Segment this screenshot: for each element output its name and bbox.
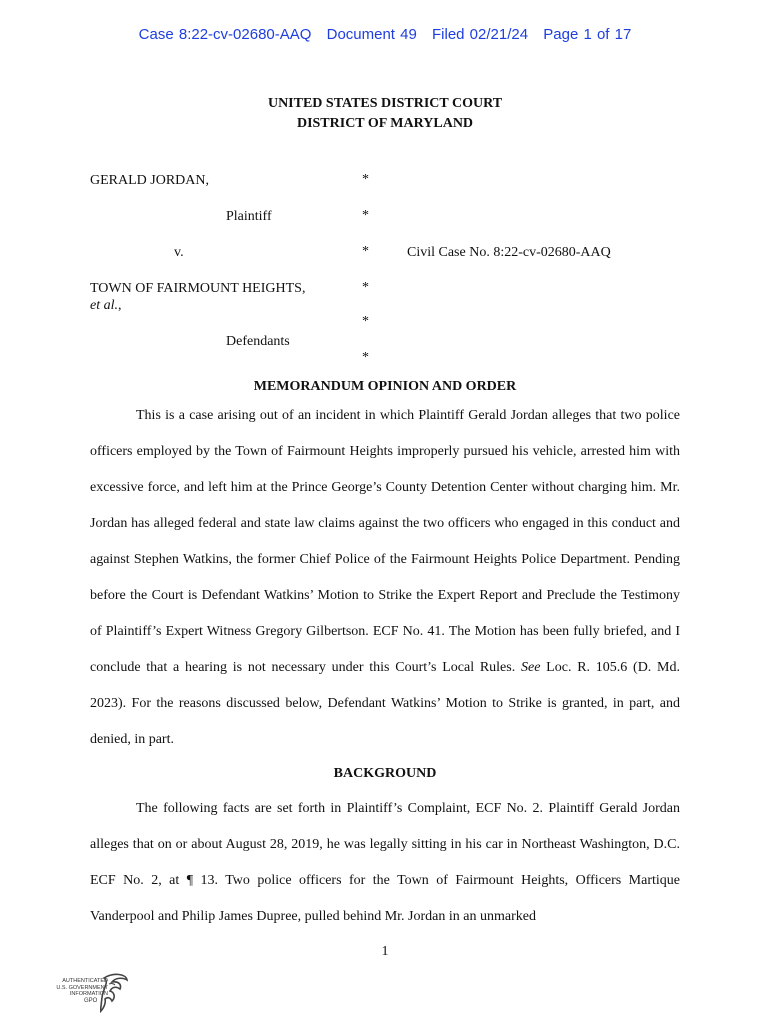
case-number-stamp: Case 8:22-cv-02680-AAQ: [138, 26, 312, 43]
gpo-authentication-seal: [44, 972, 128, 1018]
background-heading: BACKGROUND: [333, 766, 437, 781]
civil-case-number: Civil Case No. 8:22-cv-02680-AAQ: [407, 245, 611, 260]
caption-separator-star: *: [362, 244, 369, 259]
page-number: 1: [381, 944, 389, 959]
background-paragraph: The following facts are set forth in Plaintiff’s Complaint, ECF No. 2. Plaintiff Gerald Jordan alleges that on or about August 28, 2019, he was legally sitting in his car in Northeast Washington, D.C. ECF No. 2, at ¶ 13. Two police officers for the Town of Fairmount Heights, Officers Martique Vanderpool and Philip James Dupree, pulled behind Mr. Jordan in an unmarked: [90, 801, 680, 924]
filed-date-stamp: Filed 02/21/24: [432, 26, 529, 43]
caption-separator-star: *: [362, 208, 369, 223]
court-filing-header: [0, 26, 770, 43]
eagle-logo-icon: [100, 972, 130, 1016]
plaintiff-role: Plaintiff: [226, 209, 272, 224]
caption-separator-star: *: [362, 314, 369, 329]
defendant-role: Defendants: [226, 334, 290, 349]
defendant-name: TOWN OF FAIRMOUNT HEIGHTS,: [90, 281, 306, 296]
gpo-authentication-text: AUTHENTICATED U.S. GOVERNMENT INFORMATION: [56, 978, 108, 997]
caption-separator-star: *: [362, 350, 369, 365]
defendant-et-al: et al.,: [90, 298, 122, 313]
court-line-2: DISTRICT OF MARYLAND: [296, 116, 474, 131]
court-line-1: UNITED STATES DISTRICT COURT: [267, 96, 503, 111]
introduction-paragraph: This is a case arising out of an incident in which Plaintiff Gerald Jordan alleges that two police officers employed by the Town of Fairmount Heights improperly pursued his vehicle, arrested him with excessive force, and left him at the Prince George’s County Detention Center without charging him. Mr. Jordan has alleged federal and state law claims against the two officers who engaged in this conduct and against Stephen Watkins, the former Chief Police of the Fairmount Heights Police Department. Pending before the Court is Defendant Watkins’ Motion to Strike the Expert Report and Preclude the Testimony of Plaintiff’s Expert Witness Gregory Gilbertson. ECF No. 41. The Motion has been fully briefed, and I conclude that a hearing is not necessary under this Court’s Local Rules. See Loc. R. 105.6 (D. Md. 2023). For the reasons discussed below, Defendant Watkins’ Motion to Strike is granted, in part, and denied, in part.: [90, 408, 681, 747]
plaintiff-name: GERALD JORDAN,: [90, 173, 209, 188]
caption-separator-star: *: [362, 172, 369, 187]
caption-separator-star: *: [362, 280, 369, 295]
versus: v.: [174, 245, 184, 260]
document-title: MEMORANDUM OPINION AND ORDER: [253, 379, 517, 394]
court-name: [0, 94, 770, 134]
page-count-stamp: Page 1 of 17: [543, 26, 632, 43]
document-number-stamp: Document 49: [326, 26, 417, 43]
gpo-tag: GPO: [84, 998, 98, 1004]
